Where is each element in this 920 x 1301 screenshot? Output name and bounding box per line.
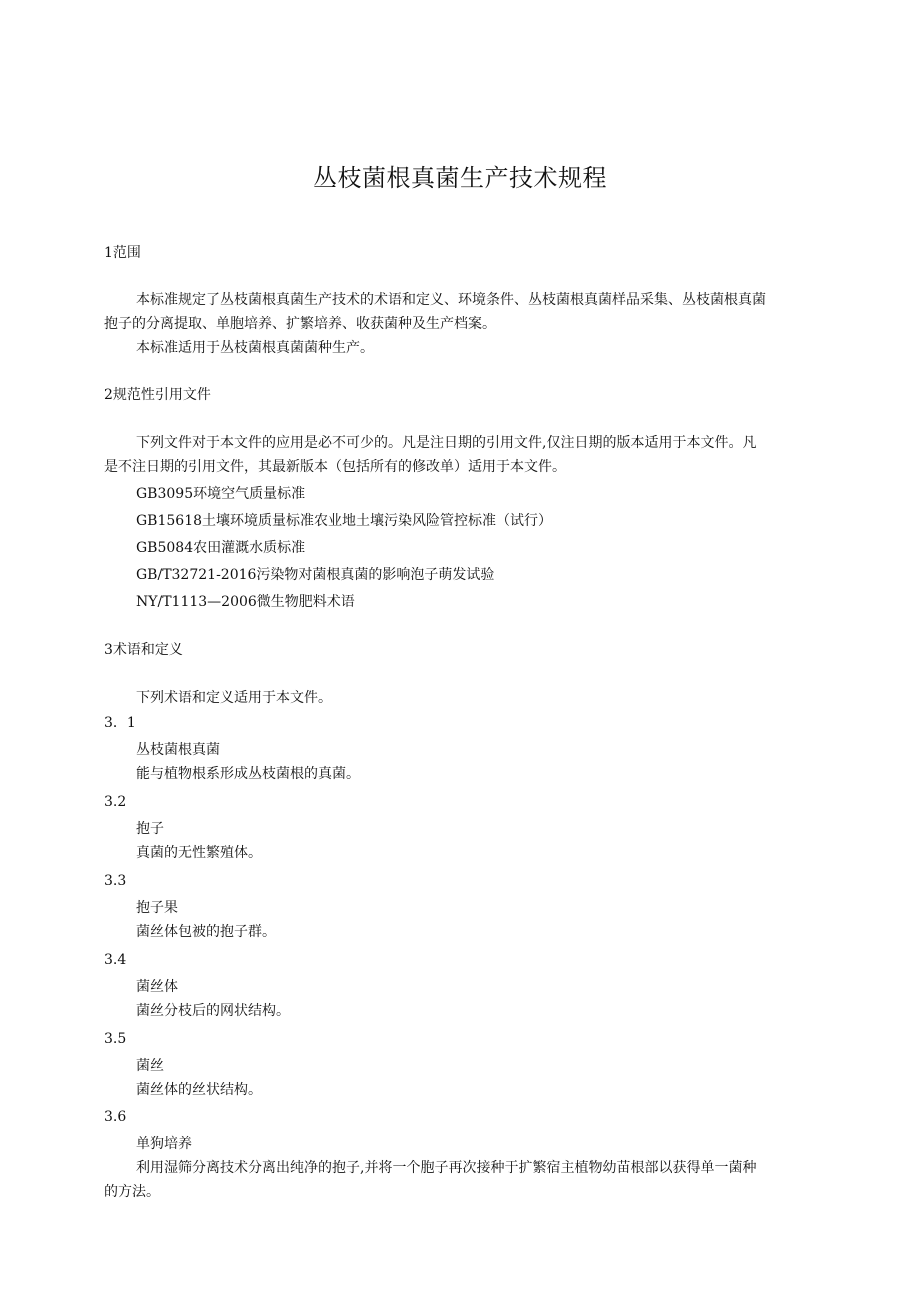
reference-item: GB/T32721-2016污染物对菌根真菌的影响泡子萌发试验 xyxy=(136,567,495,583)
term-name: 单狗培养 xyxy=(136,1136,192,1152)
paragraph-line: 本标准适用于丛枝菌根真菌菌种生产。 xyxy=(136,340,374,356)
term-name: 菌丝体 xyxy=(136,979,178,995)
paragraph-line: 本标准规定了丛枝菌根真菌生产技术的术语和定义、环境条件、丛枝菌根真菌样品采集、丛枝菌根真菌 xyxy=(136,292,766,308)
term-definition: 菌丝体的丝状结构。 xyxy=(136,1082,262,1098)
term-number: 3.5 xyxy=(104,1031,127,1047)
paragraph-line: 下列文件对于本文件的应用是必不可少的。凡是注日期的引用文件,仅注日期的版本适用于本文件。凡 xyxy=(136,435,757,451)
reference-item: GB3095环境空气质量标准 xyxy=(136,486,306,502)
term-name: 丛枝菌根真菌 xyxy=(136,742,220,758)
paragraph-line: 抱子的分离提取、单胞培养、扩繁培养、收获菌种及生产档案。 xyxy=(104,316,496,332)
term-definition: 利用湿筛分离技术分离出纯净的抱子,并将一个胞子再次接种于扩繁宿主植物幼苗根部以获得单一菌种 xyxy=(136,1160,757,1176)
paragraph-line: 下列术语和定义适用于本文件。 xyxy=(136,690,332,706)
term-name: 抱子 xyxy=(136,821,164,837)
term-definition: 真菌的无性繁殖体。 xyxy=(136,845,262,861)
section-heading-references: 2规范性引用文件 xyxy=(104,387,211,403)
term-number: 3．1 xyxy=(104,715,136,731)
document-title: 丛枝菌根真菌生产技术规程 xyxy=(313,164,607,192)
term-number: 3.3 xyxy=(104,873,127,889)
term-definition-continued: 的方法。 xyxy=(104,1184,160,1200)
section-heading-scope: 1范围 xyxy=(104,245,141,261)
reference-item: GB5084农田灌溉水质标准 xyxy=(136,540,306,556)
term-name: 抱子果 xyxy=(136,900,178,916)
term-number: 3.4 xyxy=(104,952,127,968)
paragraph-line: 是不注日期的引用文件，其最新版本（包括所有的修改单）适用于本文件。 xyxy=(104,459,566,475)
term-number: 3.2 xyxy=(104,794,127,810)
section-heading-terms: 3术语和定义 xyxy=(104,642,183,658)
term-definition: 能与植物根系形成丛枝菌根的真菌。 xyxy=(136,766,360,782)
reference-item: NY/T1113—2006微生物肥料术语 xyxy=(136,594,355,610)
term-definition: 菌丝体包被的抱子群。 xyxy=(136,924,276,940)
reference-item: GB15618土壤环境质量标准农业地土壤污染风险管控标准（试行） xyxy=(136,513,553,529)
term-number: 3.6 xyxy=(104,1109,127,1125)
term-name: 菌丝 xyxy=(136,1058,164,1074)
term-definition: 菌丝分枝后的网状结构。 xyxy=(136,1003,290,1019)
